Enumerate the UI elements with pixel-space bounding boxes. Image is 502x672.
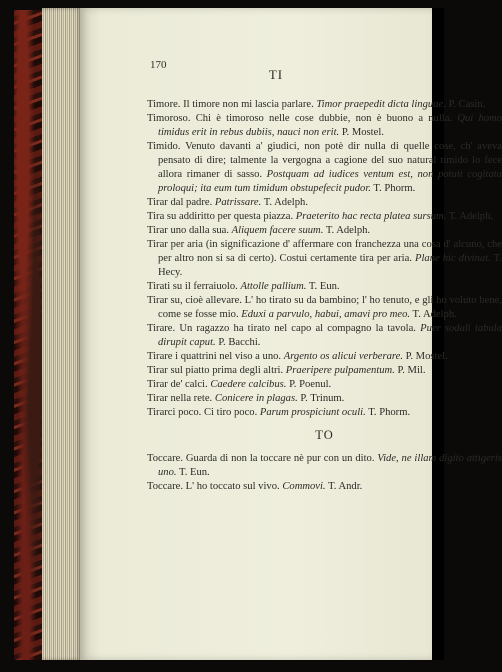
page-text bbox=[80, 8, 502, 660]
entry-latin: Conicere in plagas. bbox=[214, 393, 298, 404]
entry-source: T. Adelph. bbox=[448, 211, 494, 222]
entry-latin: Plane hic divinat. bbox=[415, 253, 491, 264]
dictionary-entry bbox=[147, 238, 502, 280]
entry-list bbox=[147, 98, 502, 420]
dictionary-entry bbox=[147, 378, 502, 392]
marbled-book-edge bbox=[14, 10, 44, 660]
page-edges bbox=[42, 8, 82, 660]
entry-source: P. Mil. bbox=[397, 365, 426, 376]
entry-italian: Tira su addiritto per questa piazza. bbox=[147, 211, 294, 222]
entry-source: T. Adelph. bbox=[325, 225, 371, 236]
entry-source: T. Adelph. bbox=[263, 197, 308, 208]
entry-latin: Aliquem facere suum. bbox=[231, 225, 324, 236]
entry-latin: Vide, ne illam digito attigeris uno. bbox=[158, 453, 502, 478]
entry-italian: Tirar per aria (in significazione d' affermare con franchezza una cosa d' alcuno, che per altro non si sa di certo). Costui certamente tira per aria. bbox=[147, 239, 502, 264]
entry-source: P. Poenul. bbox=[289, 379, 332, 390]
entry-latin: Timor praepedit dicta linguae. bbox=[316, 99, 446, 110]
entry-source: P. Bacchi. bbox=[218, 337, 261, 348]
entry-source: P. Mostel. bbox=[341, 127, 384, 138]
entry-latin: Postquam ad iudices ventum est, non potuit cogitata proloqui; ita eum tum timidum obstupefecit pudor. bbox=[158, 169, 502, 194]
entry-italian: Tirar su, cioè allevare. L' ho tirato su da bambino; l' ho tenuto, e gli ho voluto bene, come se fosse mio. bbox=[147, 295, 502, 320]
dictionary-entry bbox=[147, 140, 502, 196]
entry-source: T. Andr. bbox=[328, 481, 363, 492]
dictionary-entry bbox=[147, 196, 502, 210]
entry-latin: Eduxi a parvulo, habui, amavi pro meo. bbox=[241, 309, 411, 320]
entry-source: T. Adelph. bbox=[412, 309, 457, 320]
entry-source: T. Phorm. bbox=[368, 407, 411, 418]
entry-italian: Tirare. Un ragazzo ha tirato nel capo al compagno la tavola. bbox=[147, 323, 416, 334]
entry-latin: Praeripere pulpamentum. bbox=[285, 365, 395, 376]
entry-latin: Attolle pallium. bbox=[240, 281, 307, 292]
dictionary-entry bbox=[147, 364, 502, 378]
entry-source: T. Hecy. bbox=[158, 253, 502, 278]
entry-italian: Tirar dal padre. bbox=[147, 197, 213, 208]
section-entry-list bbox=[147, 452, 502, 494]
running-head: TI bbox=[268, 67, 284, 82]
entry-italian: Toccare. Guarda di non la toccare nè pur con un dito. bbox=[147, 453, 375, 464]
entry-source: P. Casin. bbox=[448, 99, 486, 110]
entry-source: P. Trinum. bbox=[300, 393, 345, 404]
entry-latin: Patrissare. bbox=[214, 197, 262, 208]
entry-italian: Tirar de' calci. bbox=[147, 379, 208, 390]
book-page bbox=[80, 8, 502, 660]
entry-italian: Tirar nella rete. bbox=[147, 393, 213, 404]
entry-latin: Argento os alicui verberare. bbox=[283, 351, 403, 362]
entry-italian: Tirar uno dalla sua. bbox=[147, 225, 229, 236]
dictionary-entry bbox=[147, 210, 502, 224]
entry-latin: Qui homo timidus erit in rebus dubiis, nauci non erit. bbox=[158, 113, 502, 138]
dictionary-entry bbox=[147, 280, 502, 294]
entry-italian: Tirare i quattrini nel viso a uno. bbox=[147, 351, 282, 362]
entry-italian: Timore. Il timore non mi lascia parlare. bbox=[147, 99, 314, 110]
dictionary-entry bbox=[147, 452, 502, 480]
entry-latin: Commovi. bbox=[282, 481, 326, 492]
entry-italian: Tirati su il ferraiuolo. bbox=[147, 281, 238, 292]
entry-italian: Timoroso. Chi è timoroso nelle cose dubbie, non è buono a nulla. bbox=[147, 113, 453, 124]
section-heading: TO bbox=[315, 428, 334, 442]
dictionary-entry bbox=[147, 322, 502, 350]
entry-latin: Caedere calcibus. bbox=[210, 379, 287, 390]
dictionary-entry bbox=[147, 480, 502, 494]
entry-source: T. Phorm. bbox=[373, 183, 416, 194]
entry-source: T. Eun. bbox=[179, 467, 210, 478]
entry-italian: Tirar sul piatto prima degli altri. bbox=[147, 365, 284, 376]
entry-italian: Timido. Venuto davanti a' giudici, non potè dir nulla di quelle cose, ch' aveva pensato di dire; talmente la vergogna a cagione del suo natural timido lo fece allora rimaner di sasso. bbox=[147, 141, 502, 180]
entry-latin: Parum prospiciunt oculi. bbox=[259, 407, 366, 418]
dictionary-entry bbox=[147, 350, 502, 364]
entry-source: P. Mostel. bbox=[405, 351, 448, 362]
dictionary-entry bbox=[147, 224, 502, 238]
dictionary-entry bbox=[147, 406, 502, 420]
entry-italian: Tirarci poco. Ci tiro poco. bbox=[147, 407, 258, 418]
entry-latin: Puer sodali tabula dirupit caput. bbox=[158, 323, 502, 348]
entry-italian: Toccare. L' ho toccato sul vivo. bbox=[147, 481, 280, 492]
dictionary-entry bbox=[147, 112, 502, 140]
dictionary-entry bbox=[147, 392, 502, 406]
dictionary-entry bbox=[147, 294, 502, 322]
dictionary-body bbox=[147, 98, 502, 494]
entry-latin: Praeterito hac recta platea sursum. bbox=[295, 211, 447, 222]
page-number: 170 bbox=[150, 59, 167, 71]
dictionary-entry bbox=[147, 98, 502, 112]
entry-source: T. Eun. bbox=[308, 281, 340, 292]
